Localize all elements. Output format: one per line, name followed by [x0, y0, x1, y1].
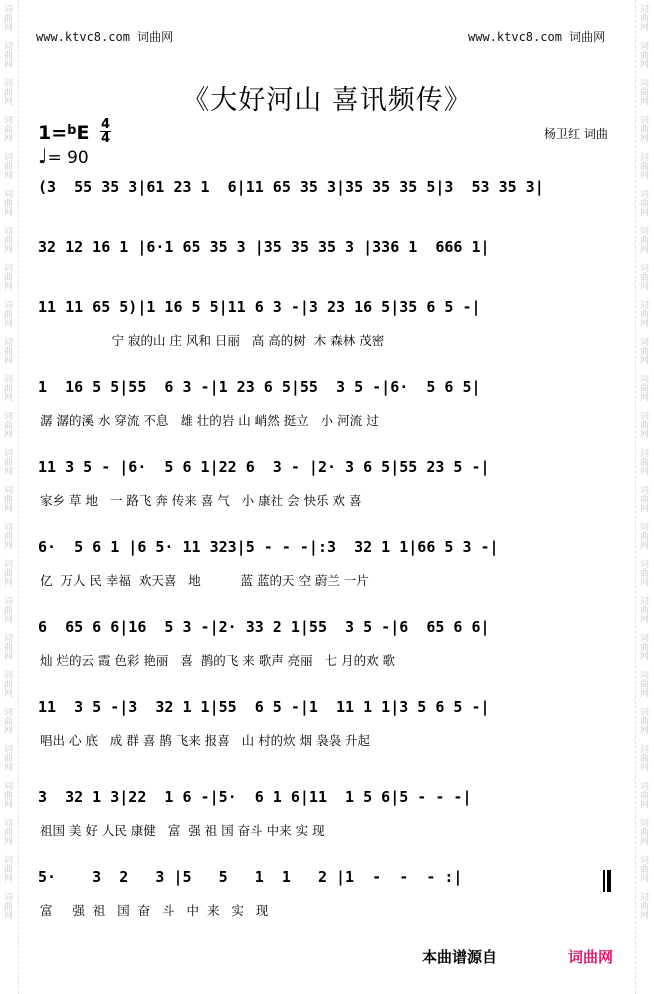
flat-sign: b: [67, 123, 77, 138]
side-watermark: 词曲网: [638, 263, 648, 290]
tempo-value: = 90: [47, 148, 89, 168]
side-watermark: 词曲网: [2, 596, 12, 623]
notation-line: 1 16 5 5|55 6 3 -|1 23 6 5|55 3 5 -|6· 5 6 5|: [38, 378, 481, 396]
lyric-line: 潺 潺的溪 水 穿流 不息 雄 壮的岩 山 峭然 挺立 小 河流 过: [40, 413, 379, 428]
side-watermark: 词曲网: [638, 115, 648, 142]
side-watermark: 词曲网: [638, 818, 648, 845]
lyric-line: 唱出 心 底 成 群 喜 鹊 飞来 报喜 山 村的炊 烟 袅袅 升起: [40, 733, 371, 748]
side-watermark: 词曲网: [2, 152, 12, 179]
side-watermark: 词曲网: [2, 263, 12, 290]
side-watermark: 词曲网: [638, 707, 648, 734]
side-watermark: 词曲网: [638, 522, 648, 549]
side-watermark: 词曲网: [638, 411, 648, 438]
site-url-left[interactable]: www.ktvc8.com 词曲网: [36, 30, 174, 44]
side-watermark: 词曲网: [638, 41, 648, 68]
notation-line: 32 12 16 1 |6·1 65 35 3 |35 35 35 3 |336 1 666 1|: [38, 238, 490, 256]
side-watermark: 词曲网: [2, 707, 12, 734]
side-watermark: 词曲网: [2, 226, 12, 253]
key-signature: [38, 122, 89, 144]
key-tonic: E: [76, 122, 90, 144]
right-watermark-strip: [635, 0, 654, 994]
source-label: 本曲谱源自: [422, 948, 498, 966]
notation-line: 6 65 6 6|16 5 3 -|2· 33 2 1|55 3 5 -|6 65 6 6|: [38, 618, 490, 636]
side-watermark: 词曲网: [638, 596, 648, 623]
side-watermark: 词曲网: [638, 4, 648, 31]
side-watermark: 词曲网: [638, 300, 648, 327]
side-watermark: 词曲网: [2, 670, 12, 697]
side-watermark: 词曲网: [638, 485, 648, 512]
side-watermark: 词曲网: [2, 855, 12, 882]
time-signature: [100, 118, 111, 145]
side-watermark: 词曲网: [638, 337, 648, 364]
lyric-line: 家乡 草 地 一 路飞 奔 传来 喜 气 小 康社 会 快乐 欢 喜: [40, 493, 362, 508]
side-watermark: 词曲网: [638, 559, 648, 586]
side-watermark: 词曲网: [638, 78, 648, 105]
author-credit: 杨卫红 词曲: [544, 127, 608, 141]
side-watermark: 词曲网: [2, 337, 12, 364]
side-watermark: 词曲网: [638, 855, 648, 882]
lyric-line: 富 强 祖 国 奋 斗 中 来 实 现: [40, 903, 269, 918]
side-watermark: 词曲网: [638, 374, 648, 401]
notation-line: 11 3 5 - |6· 5 6 1|22 6 3 - |2· 3 6 5|55 23 5 -|: [38, 458, 490, 476]
notation-line: (3 55 35 3|61 23 1 6|11 65 35 3|35 35 35 5|3 53 35 3|: [38, 178, 544, 196]
final-barline: [603, 870, 605, 892]
notation-line: 5· 3 2 3 |5 5 1 1 2 |1 - - - :|: [38, 868, 463, 886]
side-watermark: 词曲网: [2, 4, 12, 31]
song-title: 《大好河山 喜讯频传》: [182, 85, 472, 116]
side-watermark: 词曲网: [638, 892, 648, 919]
side-watermark: 词曲网: [638, 781, 648, 808]
side-watermark: 词曲网: [638, 448, 648, 475]
side-watermark: 词曲网: [2, 189, 12, 216]
notation-line: 3 32 1 3|22 1 6 -|5· 6 1 6|11 1 5 6|5 - - -|: [38, 788, 472, 806]
side-watermark: 词曲网: [638, 633, 648, 660]
notation-line: 11 3 5 -|3 32 1 1|55 6 5 -|1 11 1 1|3 5 6 5 -|: [38, 698, 490, 716]
meter-bottom: 4: [100, 131, 111, 146]
side-watermark: 词曲网: [2, 41, 12, 68]
side-watermark: 词曲网: [2, 522, 12, 549]
notation-line: 11 11 65 5)|1 16 5 5|11 6 3 -|3 23 16 5|35 6 5 -|: [38, 298, 481, 316]
final-barline-thick: [607, 870, 611, 892]
side-watermark: 词曲网: [2, 374, 12, 401]
meter-top: 4: [100, 117, 111, 132]
side-watermark: 词曲网: [638, 670, 648, 697]
side-watermark: 词曲网: [2, 633, 12, 660]
side-watermark: 词曲网: [2, 559, 12, 586]
site-url-right[interactable]: www.ktvc8.com 词曲网: [468, 30, 606, 44]
source-site-link[interactable]: 词曲网: [568, 948, 614, 966]
side-watermark: 词曲网: [638, 152, 648, 179]
side-watermark: 词曲网: [2, 744, 12, 771]
lyric-line: 灿 烂的云 霞 色彩 艳丽 喜 鹊的飞 来 歌声 亮丽 七 月的欢 歌: [40, 653, 396, 668]
side-watermark: 词曲网: [638, 226, 648, 253]
side-watermark: 词曲网: [2, 448, 12, 475]
side-watermark: 词曲网: [638, 744, 648, 771]
lyric-line: 亿 万人 民 幸福 欢天喜 地 蓝 蓝的天 空 蔚兰 一片: [40, 573, 369, 588]
side-watermark: 词曲网: [638, 189, 648, 216]
side-watermark: 词曲网: [2, 892, 12, 919]
side-watermark: 词曲网: [2, 411, 12, 438]
side-watermark: 词曲网: [2, 818, 12, 845]
side-watermark: 词曲网: [2, 78, 12, 105]
left-watermark-strip: [0, 0, 19, 994]
side-watermark: 词曲网: [2, 781, 12, 808]
side-watermark: 词曲网: [2, 300, 12, 327]
lyric-line: 宁 寂的山 庄 风和 日丽 高 高的树 木 森林 茂密: [40, 333, 385, 348]
tempo-mark: [38, 144, 89, 168]
side-watermark: 词曲网: [2, 115, 12, 142]
side-watermark: 词曲网: [2, 485, 12, 512]
quarter-note-icon: ♩: [38, 144, 48, 168]
lyric-line: 祖国 美 好 人民 康健 富 强 祖 国 奋斗 中来 实 现: [40, 823, 325, 838]
notation-line: 6· 5 6 1 |6 5· 11 323|5 - - -|:3 32 1 1|66 5 3 -|: [38, 538, 499, 556]
key-prefix: 1=: [38, 122, 68, 144]
